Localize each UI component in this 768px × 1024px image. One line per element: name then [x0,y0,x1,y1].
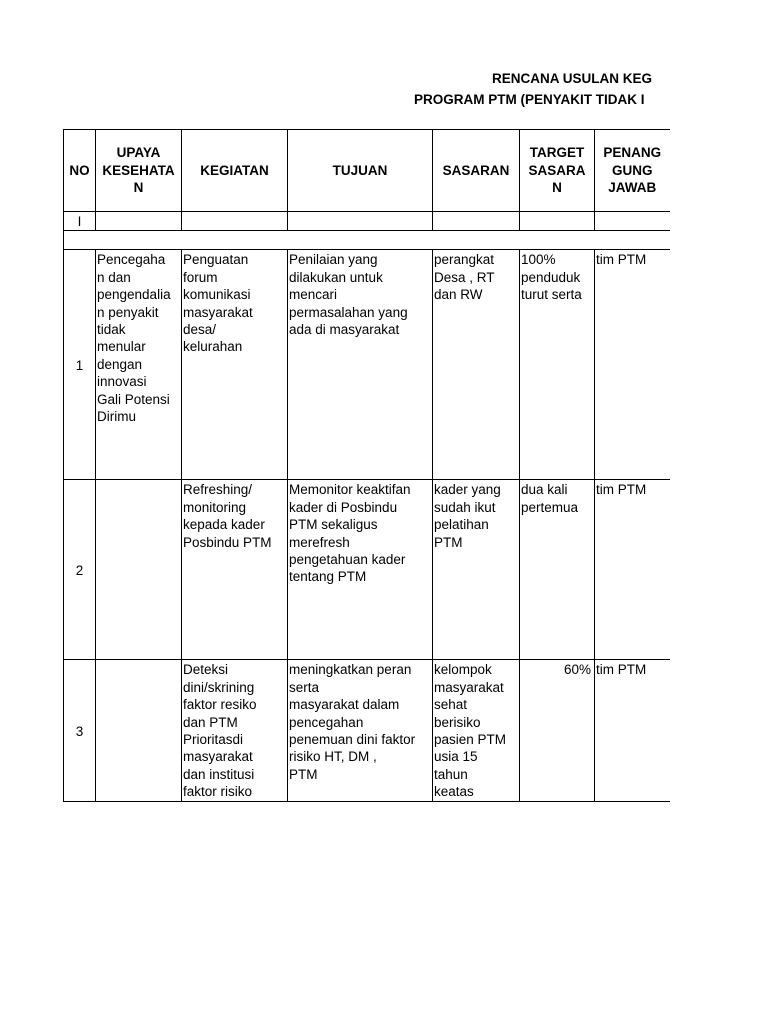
section-number: I [64,212,96,231]
row-number: 3 [64,660,96,802]
header-no: NO [64,130,96,212]
penanggung-jawab-cell: tim PTM [595,250,670,480]
header-upaya-kesehatan: UPAYA KESEHATA N [96,130,182,212]
header-sasaran: SASARAN [433,130,520,212]
kegiatan-cell: Deteksi dini/skrining faktor resiko dan PTM Prioritasdi masyarakat dan institusi faktor risiko [182,660,288,802]
table-row [64,480,670,660]
kegiatan-cell: Penguatan forum komunikasi masyarakat desa/ kelurahan [182,250,288,480]
tujuan-cell: Memonitor keaktifan kader di Posbindu PTM sekaligus merefresh pengetahuan kader tentang PTM [288,480,433,660]
tujuan-cell: meningkatkan peran serta masyarakat dalam pencegahan penemuan dini faktor risiko HT, DM , PTM [288,660,433,802]
sasaran-cell: kelompok masyarakat sehat berisiko pasien PTM usia 15 tahun keatas [433,660,520,802]
spacer-row [64,231,670,250]
section-row [64,212,670,231]
document-subtitle: PROGRAM PTM (PENYAKIT TIDAK I [414,92,645,107]
target-cell: 100% penduduk turut serta [520,250,595,480]
penanggung-jawab-cell: tim PTM [595,660,670,802]
table-row [64,250,670,480]
target-cell: dua kali pertemua [520,480,595,660]
tujuan-cell: Penilaian yang dilakukan untuk mencari permasalahan yang ada di masyarakat [288,250,433,480]
header-kegiatan: KEGIATAN [182,130,288,212]
header-target-sasaran: TARGET SASARA N [520,130,595,212]
penanggung-jawab-cell: tim PTM [595,480,670,660]
row-number: 1 [64,250,96,480]
upaya-cell [96,660,182,802]
document-title: RENCANA USULAN KEG [492,71,653,86]
table-row [64,660,670,802]
header-tujuan: TUJUAN [288,130,433,212]
upaya-cell [96,480,182,660]
activity-plan-table [63,129,670,802]
kegiatan-cell: Refreshing/ monitoring kepada kader Posbindu PTM [182,480,288,660]
sasaran-cell: kader yang sudah ikut pelatihan PTM [433,480,520,660]
header-row [64,130,670,212]
upaya-cell: Pencegaha n dan pengendalia n penyakit tidak menular dengan innovasi Gali Potensi Dirimu [96,250,182,480]
sasaran-cell: perangkat Desa , RT dan RW [433,250,520,480]
row-number: 2 [64,480,96,660]
target-cell: 60% [520,660,595,802]
header-penanggung-jawab: PENANG GUNG JAWAB [595,130,670,212]
